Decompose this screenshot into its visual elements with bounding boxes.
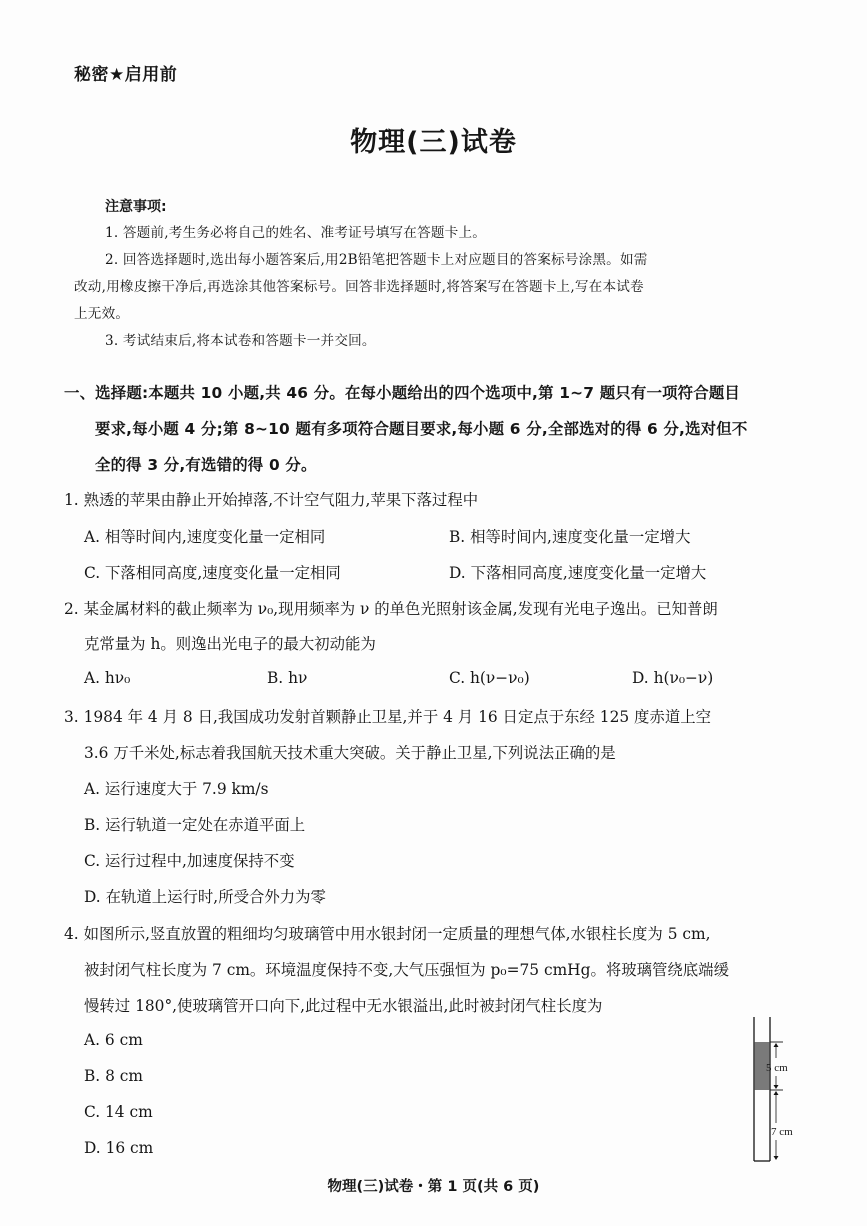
question-1-stem: 1. 熟透的苹果由静止开始掉落,不计空气阻力,苹果下落过程中 xyxy=(64,491,479,509)
notice-item-2-line-2: 改动,用橡皮擦干净后,再选涂其他答案标号。回答非选择题时,将答案写在答题卡上,写在本试卷 xyxy=(74,279,644,295)
question-4-option-b: B. 8 cm xyxy=(84,1067,143,1085)
question-2-option-d: D. h(ν₀−ν) xyxy=(632,669,714,687)
question-3-option-a: A. 运行速度大于 7.9 km/s xyxy=(84,780,269,798)
question-1-option-c: C. 下落相同高度,速度变化量一定相同 xyxy=(84,564,341,582)
question-4-stem-line-1: 4. 如图所示,竖直放置的粗细均匀玻璃管中用水银封闭一定质量的理想气体,水银柱长度为 5 cm, xyxy=(64,925,711,943)
question-4-option-c: C. 14 cm xyxy=(84,1103,153,1121)
question-4-stem-line-2: 被封闭气柱长度为 7 cm。环境温度保持不变,大气压强恒为 p₀=75 cmHg。将玻璃管绕底端缓 xyxy=(84,961,729,979)
notice-item-2-line-3: 上无效。 xyxy=(74,306,130,322)
notice-heading: 注意事项: xyxy=(105,199,167,215)
question-2-stem-line-1: 2. 某金属材料的截止频率为 ν₀,现用频率为 ν 的单色光照射该金属,发现有光电子逸出。已知普朗 xyxy=(64,600,718,618)
secret-label: 秘密★启用前 xyxy=(74,65,178,85)
question-2-option-a: A. hν₀ xyxy=(84,669,131,687)
question-2-option-c: C. h(ν−ν₀) xyxy=(449,669,530,687)
question-3-stem-line-1: 3. 1984 年 4 月 8 日,我国成功发射首颗静止卫星,并于 4 月 16 日定点于东经 125 度赤道上空 xyxy=(64,708,712,726)
section-instruction-line-2: 要求,每小题 4 分;第 8~10 题有多项符合题目要求,每小题 6 分,全部选对的得 6 分,选对但不 xyxy=(95,420,748,438)
page-title: 物理(三)试卷 xyxy=(350,127,517,158)
question-1-option-d: D. 下落相同高度,速度变化量一定增大 xyxy=(449,564,707,582)
notice-item-1: 1. 答题前,考生务必将自己的姓名、准考证号填写在答题卡上。 xyxy=(105,225,487,241)
gas-length-label: 7 cm xyxy=(771,1126,793,1138)
question-3-stem-line-2: 3.6 万千米处,标志着我国航天技术重大突破。关于静止卫星,下列说法正确的是 xyxy=(84,744,616,762)
page-footer: 物理(三)试卷・第 1 页(共 6 页) xyxy=(327,1179,540,1195)
question-2-option-b: B. hν xyxy=(267,669,308,687)
question-4-option-a: A. 6 cm xyxy=(84,1031,143,1049)
section-instruction-line-3: 全的得 3 分,有选错的得 0 分。 xyxy=(95,456,317,474)
question-1-option-b: B. 相等时间内,速度变化量一定增大 xyxy=(449,528,691,546)
section-instruction-line-1: 一、选择题:本题共 10 小题,共 46 分。在每小题给出的四个选项中,第 1~7 题只有一项符合题目 xyxy=(64,384,741,402)
question-2-stem-line-2: 克常量为 h。则逸出光电子的最大初动能为 xyxy=(84,635,376,653)
question-1-option-a: A. 相等时间内,速度变化量一定相同 xyxy=(84,528,326,546)
question-3-option-d: D. 在轨道上运行时,所受合外力为零 xyxy=(84,888,326,906)
question-3-option-c: C. 运行过程中,加速度保持不变 xyxy=(84,852,295,870)
question-3-option-b: B. 运行轨道一定处在赤道平面上 xyxy=(84,816,306,834)
question-4-option-d: D. 16 cm xyxy=(84,1139,154,1157)
glass-tube-figure xyxy=(745,1015,805,1170)
question-4-stem-line-3: 慢转过 180°,使玻璃管开口向下,此过程中无水银溢出,此时被封闭气柱长度为 xyxy=(84,997,603,1015)
notice-item-3: 3. 考试结束后,将本试卷和答题卡一并交回。 xyxy=(105,333,376,349)
mercury-length-label: 5 cm xyxy=(766,1062,788,1074)
notice-item-2-line-1: 2. 回答选择题时,选出每小题答案后,用2B铅笔把答题卡上对应题目的答案标号涂黑。如需 xyxy=(105,252,648,268)
